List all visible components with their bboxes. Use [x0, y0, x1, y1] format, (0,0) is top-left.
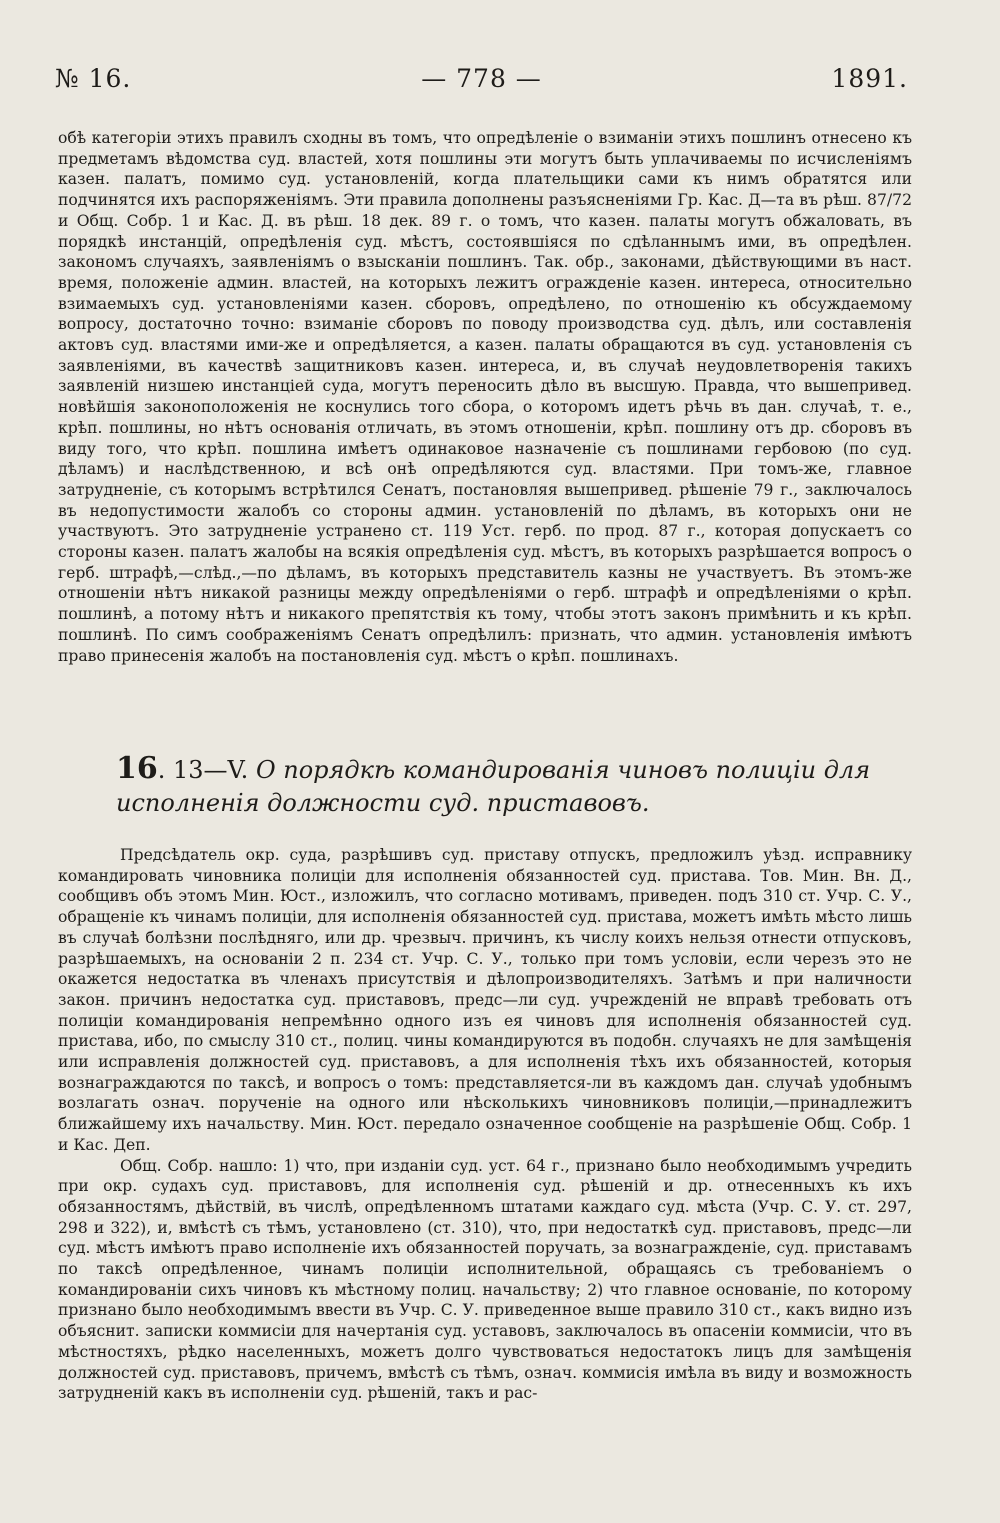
- section-number: 16: [116, 751, 158, 786]
- issue-number: № 16.: [55, 64, 132, 93]
- continued-ruling-text: [58, 128, 912, 666]
- section-heading: [116, 752, 914, 820]
- section-title: О порядкѣ командированія чиновъ полиціи для исполненія должности суд. приставовъ.: [116, 756, 871, 817]
- paragraph: Предсѣдатель окр. суда, разрѣшивъ суд. приставу отпускъ, предложилъ уѣзд. исправнику командировать чиновника полиціи для исполненія обязанностей суд. пристава. Тов. Мин. Вн. Д., сообщивъ объ этомъ Мин. Юст., изложилъ, что согласно мотивамъ, приведен. подъ 310 ст. Учр. С. У., обращеніе къ чинамъ полиціи, для исполненія обязанностей суд. пристава, можетъ имѣть мѣсто лишь въ случаѣ болѣзни послѣдняго, или др. чрезвыч. причинъ, къ числу коихъ нельзя отнести отпусковъ, разрѣшаемыхъ, на основаніи 2 п. 234 ст. Учр. С. У., только при томъ условіи, если черезъ это не окажется недостатка въ членахъ присутствія и дѣлопроизводителяхъ. Затѣмъ и при наличности закон. причинъ недостатка суд. приставовъ, предс—ли суд. учрежденій не вправѣ требовать отъ полиціи командированія непремѣнно одного изъ ея чиновъ для исполненія обязанностей суд. пристава, ибо, по смыслу 310 ст., полиц. чины командируются въ подобн. случаяхъ не для замѣщенія или исправленія должностей суд. приставовъ, а для исполненія тѣхъ ихъ обязанностей, которыя вознаграждаются по таксѣ, и вопросъ о томъ: представляется-ли въ каждомъ дан. случаѣ удобнымъ возлагать означ. порученіе на одного или нѣсколькихъ чиновниковъ полиціи,—принадлежитъ ближайшему ихъ начальству. Мин. Юст. передало означенное сообщеніе на разрѣшеніе Общ. Собр. 1 и Кас. Деп.: [58, 846, 912, 1154]
- year: 1891.: [831, 64, 908, 93]
- page-header: [55, 64, 908, 104]
- paragraph: Общ. Собр. нашло: 1) что, при изданіи суд. уст. 64 г., признано было необходимымъ учредить при окр. судахъ суд. приставовъ, для исполненія суд. рѣшеній и др. отнесенныхъ къ ихъ обязанностямъ, дѣйствій, въ числѣ, опредѣленномъ штатами каждаго суд. мѣста (Учр. С. У. ст. 297, 298 и 322), и, вмѣстѣ съ тѣмъ, установлено (ст. 310), что, при недостаткѣ суд. приставовъ, предс—ли суд. мѣстъ имѣютъ право исполненіе ихъ обязанностей поручать, за вознагражденіе, суд. приставамъ по таксѣ опредѣленное, чинамъ полиціи исполнительной, обращаясь съ требованіемъ о командированіи сихъ чиновъ къ мѣстному полиц. начальству; 2) что главное основаніе, по которому признано было необходимымъ ввести въ Учр. С. У. приведенное выше правило 310 ст., какъ видно изъ объяснит. записки коммисіи для начертанія суд. уставовъ, заключалось въ опасеніи коммисіи, что въ мѣстностяхъ, рѣдко населенныхъ, можетъ долго чувствоваться недостатокъ лицъ для замѣщенія должностей суд. приставовъ, причемъ, вмѣстѣ съ тѣмъ, означ. коммисія имѣла въ виду и возможность затрудненій какъ въ исполненіи суд. рѣшеній, такъ и рас-: [58, 1156, 912, 1403]
- page-number: — 778 —: [421, 64, 542, 93]
- paragraph: обѣ категоріи этихъ правилъ сходны въ томъ, что опредѣленіе о взиманіи этихъ пошлинъ отнесено къ предметамъ вѣдомства суд. властей, хотя пошлины эти могутъ быть уплачиваемы по исчисленіямъ казен. палатъ, помимо суд. установленій, когда плательщики сами къ нимъ обратятся или подчинятся ихъ распоряженіямъ. Эти правила дополнены разъясненіями Гр. Кас. Д—та въ рѣш. 87/72 и Общ. Собр. 1 и Кас. Д. въ рѣш. 18 дек. 89 г. о томъ, что казен. палаты могутъ обжаловать, въ порядкѣ инстанцій, опредѣленія суд. мѣстъ, состоявшіяся по сдѣланнымъ ими, въ опредѣлен. закономъ случаяхъ, заявленіямъ о взысканіи пошлинъ. Так. обр., законами, дѣйствующими въ наст. время, положеніе админ. властей, на которыхъ лежитъ огражденіе казен. интереса, относительно взимаемыхъ суд. установленіями казен. сборовъ, опредѣлено, по отношенію къ обсуждаемому вопросу, достаточно точно: взиманіе сборовъ по поводу производства суд. дѣлъ, или составленія актовъ суд. властями ими-же и опредѣляется, а казен. палаты обращаются въ суд. установленія съ заявленіями, въ качествѣ защитниковъ казен. интереса, и, въ случаѣ неудовлетворенія такихъ заявленій низшею инстанціей суда, могутъ переносить дѣло въ высшую. Правда, что вышепривед. новѣйшія законоположенія не коснулись того сбора, о которомъ идетъ рѣчь въ дан. случаѣ, т. е., крѣп. пошлины, но нѣтъ основанія отличать, въ этомъ отношеніи, крѣп. пошлину отъ др. сборовъ въ виду того, что крѣп. пошлина имѣетъ одинаковое назначеніе съ пошлинами гербовою (по суд. дѣламъ) и наслѣдственною, и всѣ онѣ опредѣляются суд. властями. При томъ-же, главное затрудненіе, съ которымъ встрѣтился Сенатъ, постановляя вышепривед. рѣшеніе 79 г., заключалось въ недопустимости жалобъ со стороны админ. установленій по дѣламъ, въ которыхъ они не участвуютъ. Это затрудненіе устранено ст. 119 Уст. герб. по прод. 87 г., которая допускаетъ со стороны казен. палатъ жалобы на всякія опредѣленія суд. мѣстъ, въ которыхъ разрѣшается вопросъ о герб. штрафѣ,—слѣд.,—по дѣламъ, въ которыхъ представитель казны не участвуетъ. Въ этомъ-же отношеніи нѣтъ никакой разницы между опредѣленіями о герб. штрафѣ и опредѣленіями о крѣп. пошлинѣ, а потому нѣтъ и никакого препятствія къ тому, чтобы этотъ законъ примѣнить и къ крѣп. пошлинѣ. По симъ соображеніямъ Сенатъ опредѣлилъ: признать, что админ. установленія имѣютъ право принесенія жалобъ на постановленія суд. мѣстъ о крѣп. пошлинахъ.: [58, 129, 912, 665]
- section-date: . 13—V.: [157, 756, 249, 784]
- section-body-text: [58, 845, 912, 1404]
